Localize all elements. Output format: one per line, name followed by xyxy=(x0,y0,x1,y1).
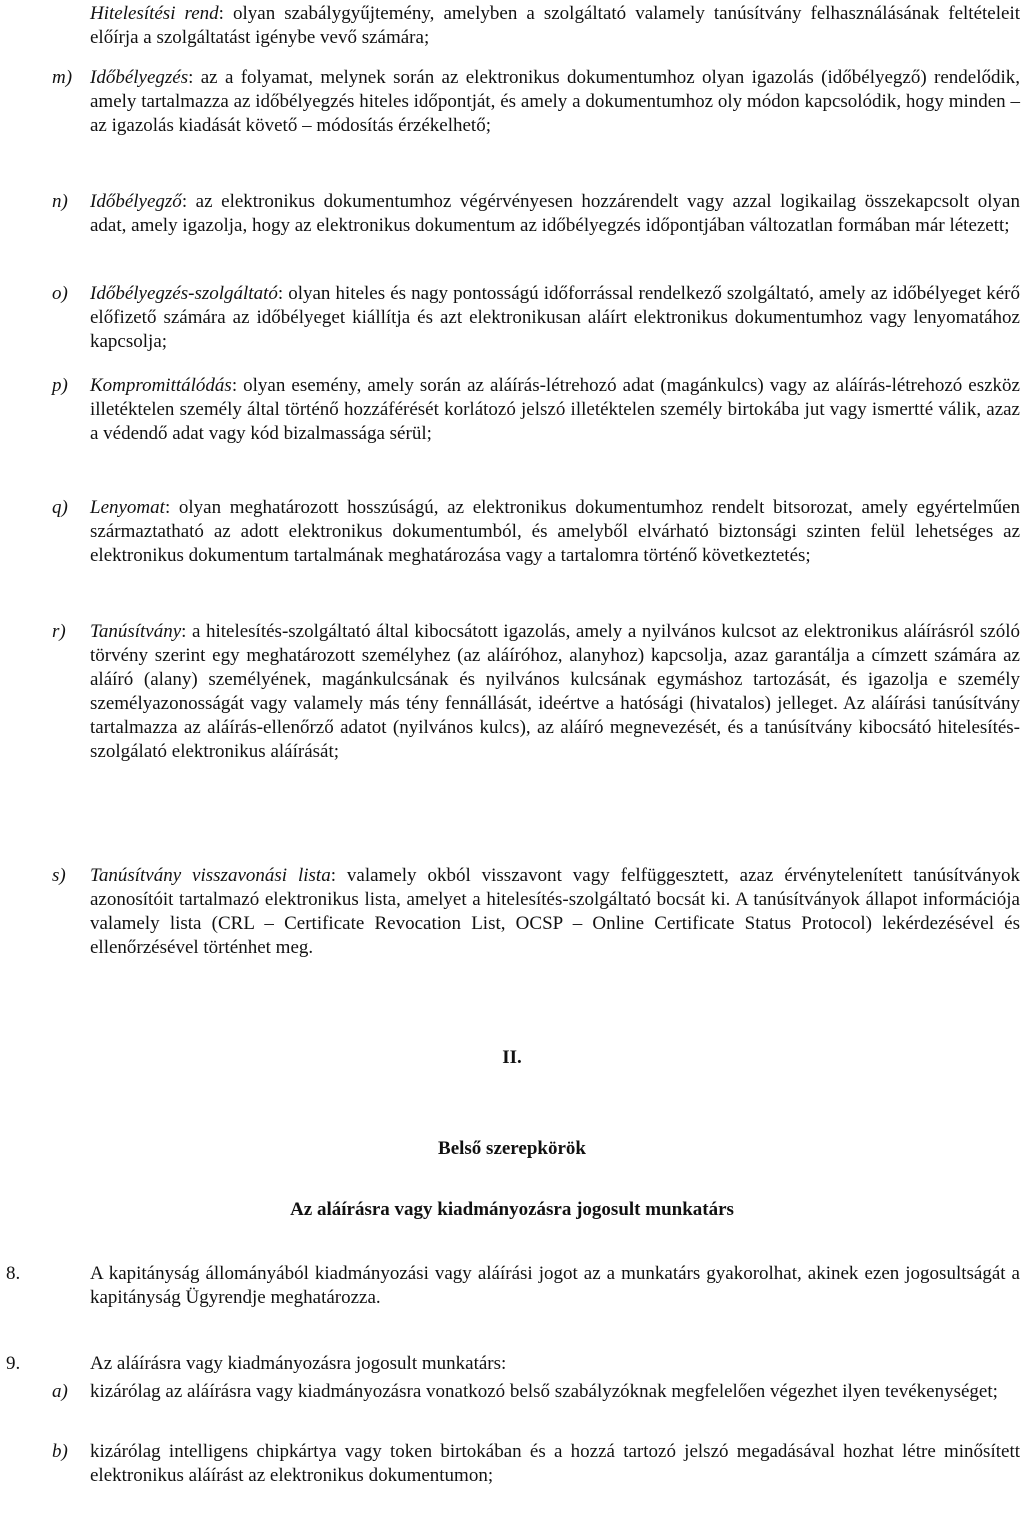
definition-item-m xyxy=(52,66,1020,138)
definition-item-p xyxy=(52,374,1020,446)
definition-item-o xyxy=(52,282,1020,354)
point-number: 8. xyxy=(6,1263,21,1284)
definition-term: Időbélyegző xyxy=(90,191,182,212)
definition-marker: m) xyxy=(52,67,73,88)
subpoint-b xyxy=(52,1440,1020,1488)
definition-marker: s) xyxy=(52,865,66,886)
definition-item-q xyxy=(52,496,1020,568)
section-number: II. xyxy=(502,1047,522,1068)
definition-term: Kompromittálódás xyxy=(90,375,232,396)
subpoint-marker: b) xyxy=(52,1441,68,1462)
definition-item-r xyxy=(52,620,1020,764)
subpoint-text: kizárólag intelligens chipkártya vagy token birtokában és a hozzá tartozó jelszó megadásával hozhat létre minősített elektronikus aláírást az elektronikus dokumentumon; xyxy=(90,1441,1020,1486)
definition-term: Hitelesítési rend xyxy=(90,3,219,24)
definition-text: : valamely okból visszavont vagy felfüggesztett, azaz érvénytelenített tanúsítványok azonosítóit tartalmazó elektronikus lista, amelyet a hitelesítés-szolgáltató bocsát ki. A tanúsítványok állapot információja valamely lista (CRL – Certificate Revocation List, OCSP – Online Certificate Status Protocol) lekérdezésével és ellenőrzésével történhet meg. xyxy=(90,865,1020,958)
definition-text: : a hitelesítés-szolgáltató által kibocsátott igazolás, amely a nyilvános kulcsot az elektronikus aláírásról szóló törvény szerint egy meghatározott személyhez (az aláíróhoz, alanyhoz) kapcsolja, azaz garantálja a címzett számára az aláíró (alany) személyének, magánkulcsának és nyilvános kulcsának egymáshoz tartozását, és igazolja e személy személyazonosságát vagy valamely más tény fennállását, ideértve a hatósági (hivatalos) jelleget. Az aláírási tanúsítvány tartalmazza az aláírás-ellenőrző adatot (nyilvános kulcs), az aláíró megnevezését, és a tanúsítvány kibocsátó hitelesítés-szolgálató elektronikus aláírását; xyxy=(90,621,1020,762)
point-number: 9. xyxy=(6,1353,21,1374)
definition-term: Tanúsítvány xyxy=(90,621,182,642)
definition-text: : olyan szabálygyűjtemény, amelyben a szolgáltató valamely tanúsítvány felhasználásának feltételeit előírja a szolgáltatást igénybe vevő számára; xyxy=(90,3,1020,48)
definition-marker: q) xyxy=(52,497,68,518)
definition-text: : az a folyamat, melynek során az elektronikus dokumentumhoz olyan igazolás (időbélyegző) rendelődik, amely tartalmazza az időbélyegzés hiteles időpontját, és amely a dokumentumhoz oly módon kapcsolódik, hogy minden – az igazolás kiadását követő – módosítás érzékelhető; xyxy=(90,67,1020,136)
definition-term: Időbélyegzés-szolgáltató xyxy=(90,283,278,304)
definition-item-s xyxy=(52,864,1020,960)
definition-term: Időbélyegzés xyxy=(90,67,189,88)
definition-text: : olyan hiteles és nagy pontosságú időforrással rendelkező szolgáltató, amely az időbélyeget kérő előfizető számára az időbélyeget kiállítja és azt elektronikusan aláírt elektronikus dokumentumhoz vagy lenyomatához kapcsolja; xyxy=(90,283,1020,352)
numbered-point-8 xyxy=(6,1262,1020,1310)
definition-marker: r) xyxy=(52,621,66,642)
numbered-point-9 xyxy=(6,1352,1020,1376)
point-text: A kapitányság állományából kiadmányozási vagy aláírási jogot az a munkatárs gyakorolhat, akinek ezen jogosultságát a kapitányság Ügyrendje meghatározza. xyxy=(90,1263,1020,1308)
definition-text: : olyan esemény, amely során az aláírás-létrehozó adat (magánkulcs) vagy az aláírás-létrehozó eszköz illetéktelen személy által történő hozzáférését korlátozó jelszó illetéktelen személy birtokába jut vagy ismertté válik, azaz a védendő adat vagy kód bizalmassága sérül; xyxy=(90,375,1020,444)
definition-marker: p) xyxy=(52,375,68,396)
definition-text: : az elektronikus dokumentumhoz végérvényesen hozzárendelt vagy azzal logikailag összekapcsolt olyan adat, amely igazolja, hogy az elektronikus dokumentum az időbélyegzés időpontjában változatlan formában már létezett; xyxy=(90,191,1020,236)
section-title: Belső szerepkörök xyxy=(438,1138,586,1159)
subpoint-text: kizárólag az aláírásra vagy kiadmányozásra vonatkozó belső szabályzóknak megfelelően végezhet ilyen tevékenységet; xyxy=(90,1381,998,1402)
subsection-title: Az aláírásra vagy kiadmányozásra jogosult munkatárs xyxy=(290,1199,734,1220)
definition-term: Lenyomat xyxy=(90,497,165,518)
definition-marker: o) xyxy=(52,283,68,304)
point-text: Az aláírásra vagy kiadmányozásra jogosult munkatárs: xyxy=(90,1353,507,1374)
definition-text: : olyan meghatározott hosszúságú, az elektronikus dokumentumhoz rendelt bitsorozat, amely egyértelműen származtatható az adott elektronikus dokumentumból, és amelyből elvárható biztonsági szinten felül lehetséges az elektronikus dokumentum tartalmának meghatározása vagy a tartalomra történő következtetés; xyxy=(90,497,1020,566)
definition-item-n xyxy=(52,190,1020,238)
subpoint-marker: a) xyxy=(52,1381,68,1402)
subpoint-a xyxy=(52,1380,1020,1404)
definition-term: Tanúsítvány visszavonási lista xyxy=(90,865,331,886)
definition-marker: n) xyxy=(52,191,68,212)
definition-hitelesitesi-rend xyxy=(90,2,1020,50)
